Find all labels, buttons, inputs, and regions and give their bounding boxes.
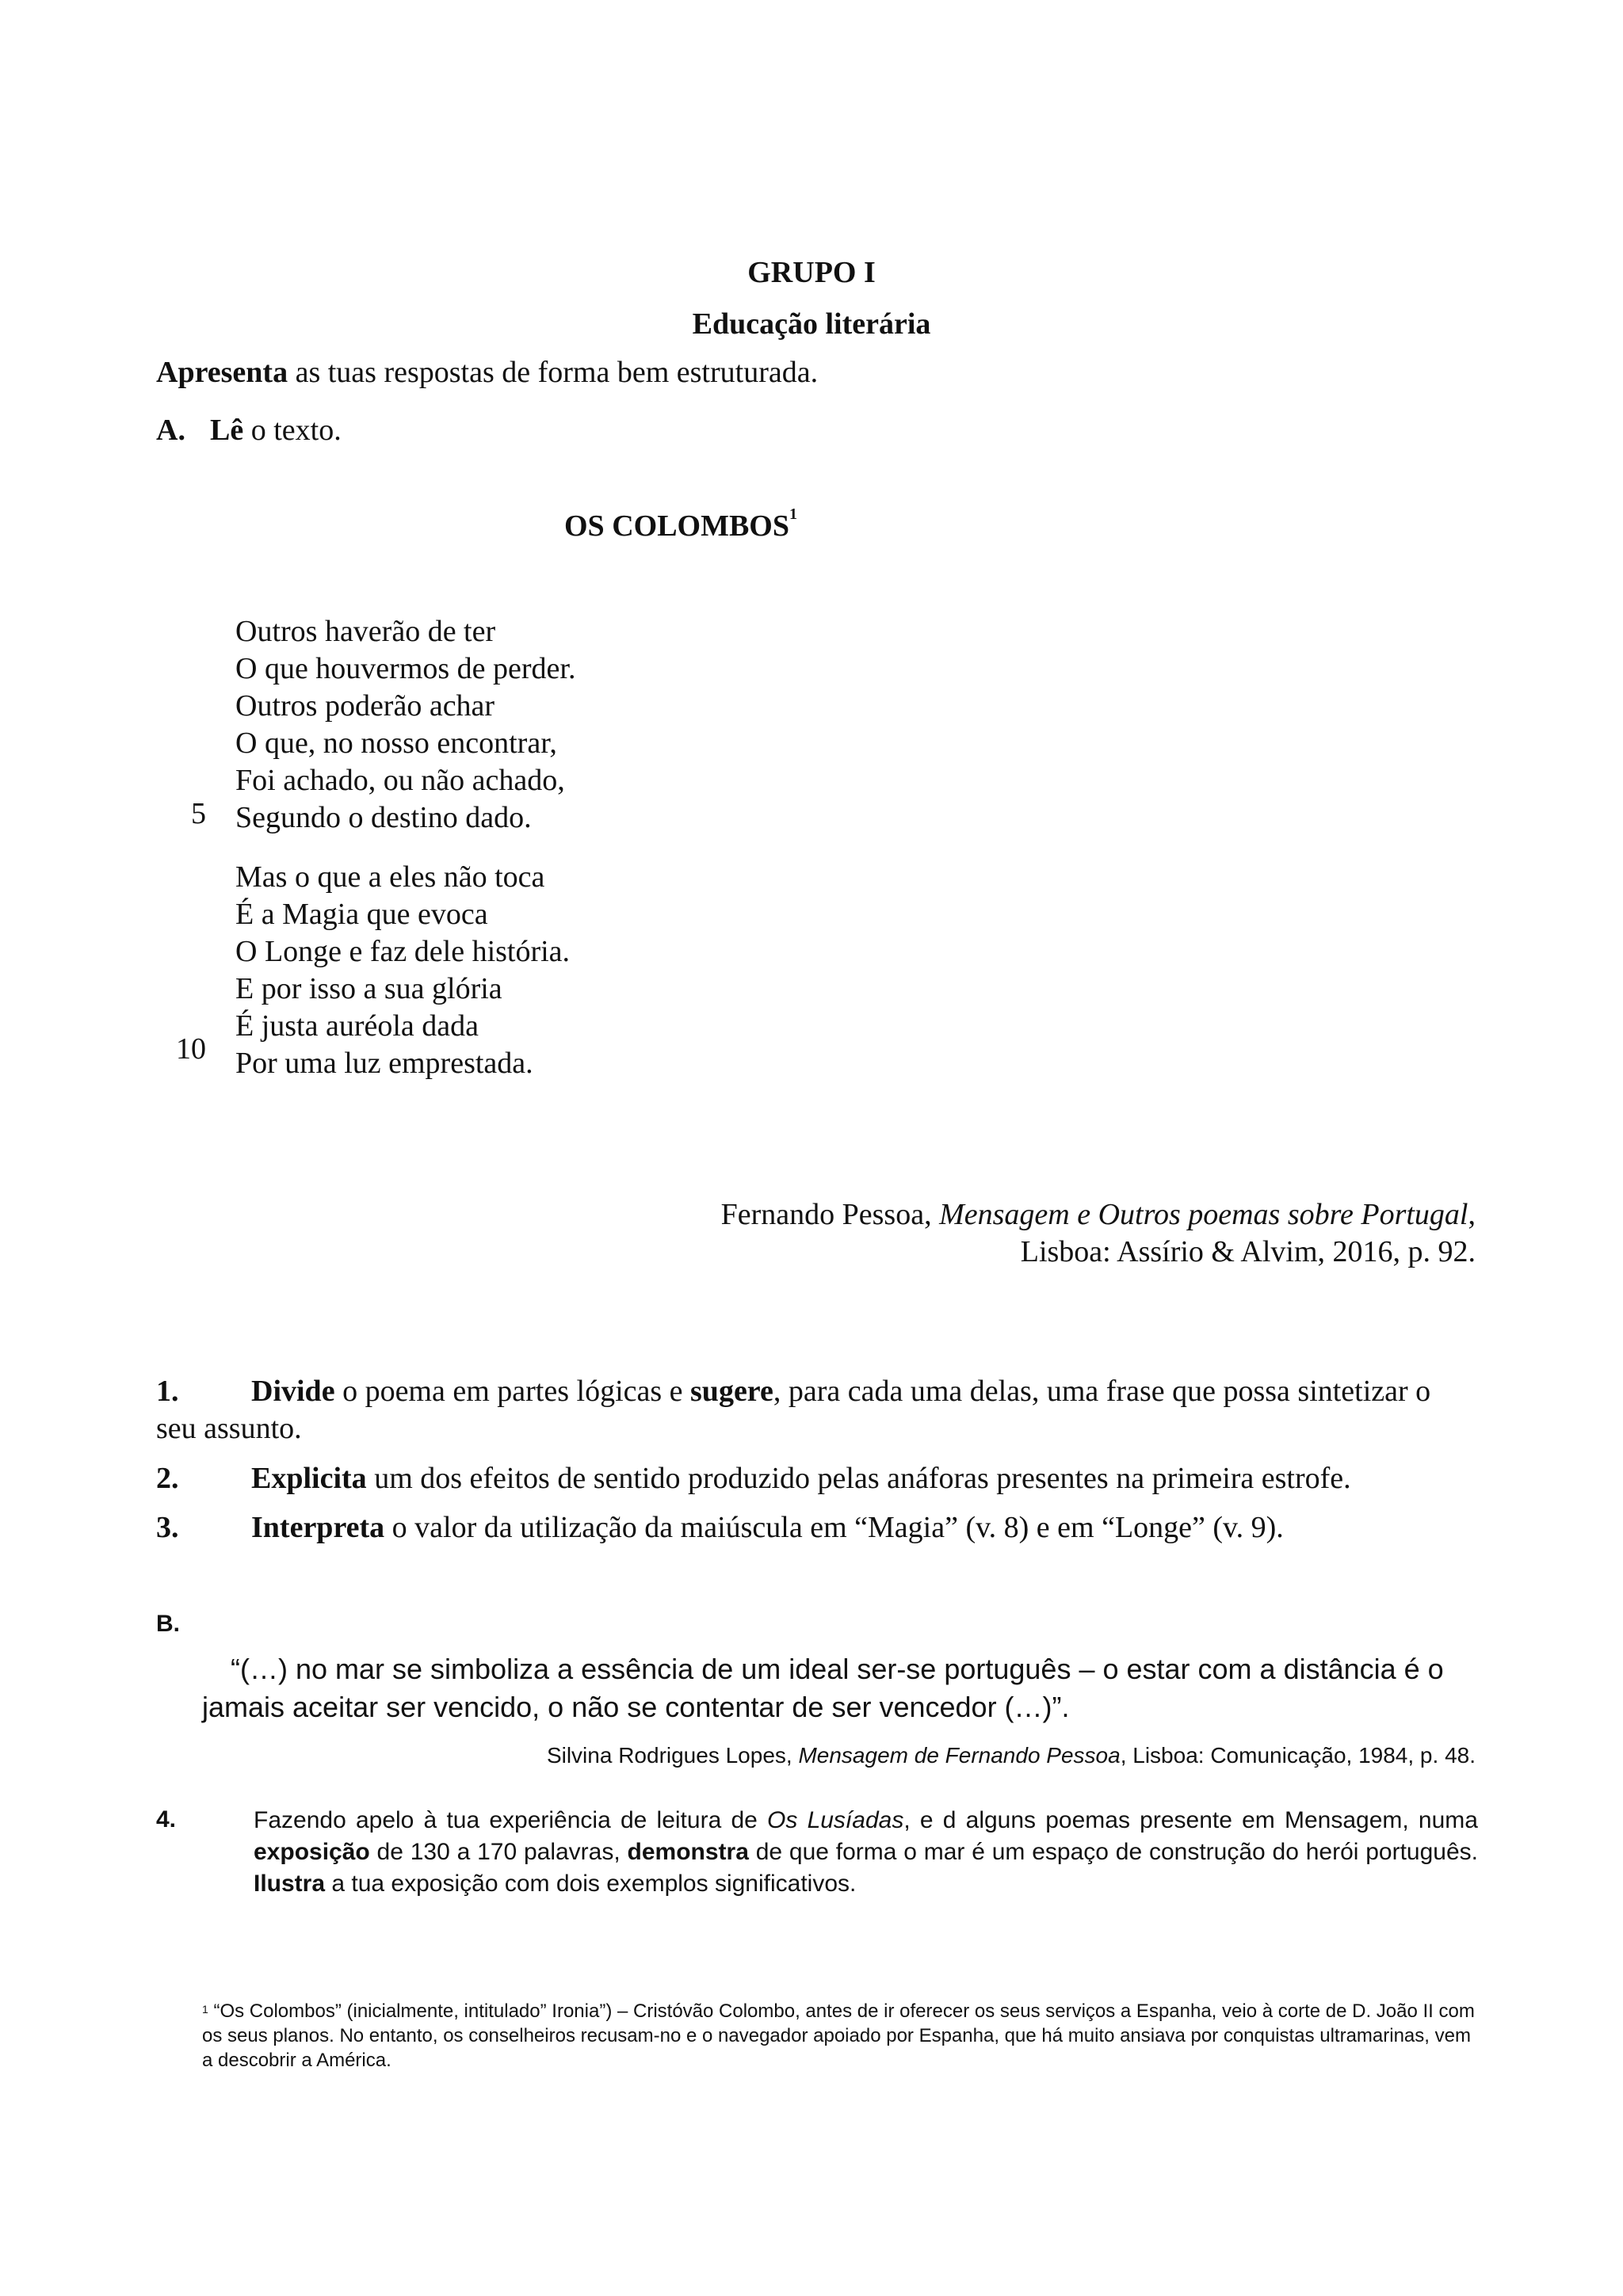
question-verb: sugere (690, 1375, 773, 1408)
footnote (202, 1999, 1478, 2073)
part-b-heading: B. (156, 1611, 180, 1637)
poem-line: Outros poderão achar (235, 689, 495, 723)
footnote-text: “Os Colombos” (inicialmente, intitulado” Ironia”) – Cristóvão Colombo, antes de ir oferecer os seus serviços a Espanha, veio à corte de D. João II com os seus planos. No entanto, os conselheiros recusam-no e o navegador apoiado por Espanha, que há muito ansiava por conquistas ultramarinas, vem a descobrir a América. (202, 2000, 1475, 2071)
poem-stanza-2 (235, 859, 570, 1082)
question-text: Fazendo apelo à tua experiência de leitura de (254, 1807, 768, 1833)
poem-line: O que, no nosso encontrar, (235, 727, 557, 760)
poem-title-text: OS COLOMBOS (564, 509, 789, 543)
question-4-number: 4. (156, 1806, 177, 1833)
part-a-heading (156, 413, 342, 448)
question-number: 2. (156, 1462, 179, 1495)
question-text: um dos efeitos de sentido produzido pelas anáforas presentes na primeira estrofe. (366, 1462, 1351, 1495)
poem-title (564, 505, 797, 543)
question-verb: Divide (251, 1375, 335, 1408)
question-text: o poema em partes lógicas e (334, 1375, 691, 1408)
poem-line: É justa auréola dada (235, 1009, 479, 1043)
poem-stanza-1 (235, 613, 576, 837)
part-a-letter: A. (156, 414, 185, 447)
question-1 (156, 1373, 1476, 1447)
question-text: de que forma o mar é um espaço de construção do herói português. (748, 1839, 1478, 1865)
quote-source-details: , Lisboa: Comunicação, 1984, p. 48. (1120, 1743, 1476, 1768)
poem-line: Foi achado, ou não achado, (235, 764, 565, 797)
question-text: o valor da utilização da maiúscula em “Magia” (v. 8) e em “Longe” (v. 9). (384, 1511, 1284, 1544)
question-3 (156, 1509, 1476, 1547)
question-verb: Explicita (251, 1462, 367, 1495)
question-keyword: exposição (254, 1839, 370, 1865)
poem-line: E por isso a sua glória (235, 972, 502, 1005)
poem-line: Outros haverão de ter (235, 615, 496, 648)
question-text: a tua exposição com dois exemplos significativos. (325, 1871, 857, 1897)
instructions (156, 355, 818, 390)
poem-source (721, 1196, 1476, 1271)
part-a-bold: Lê (210, 414, 244, 447)
poem-line: É a Magia que evoca (235, 898, 488, 931)
instructions-bold: Apresenta (156, 356, 288, 389)
line-number-5: 5 (191, 797, 206, 830)
group-title: GRUPO I (747, 256, 876, 289)
question-text: , e d alguns poemas presente em Mensagem, numa (903, 1807, 1478, 1833)
question-text: , para cada uma delas, uma frase que possa sintetizar o seu assunto. (156, 1375, 1431, 1445)
poem-line: O que houvermos de perder. (235, 652, 576, 685)
question-work-title: Os Lusíadas (767, 1807, 904, 1833)
question-2 (156, 1460, 1476, 1497)
line-number-10: 10 (176, 1032, 206, 1066)
section-title: Educação literária (692, 307, 931, 341)
footnote-mark: 1 (202, 2003, 208, 2016)
poem-line: Mas o que a eles não toca (235, 860, 545, 894)
quote-source (547, 1743, 1476, 1768)
question-text: de 130 a 170 palavras, (369, 1839, 628, 1865)
part-a-text: o texto. (243, 414, 342, 447)
source-author: Fernando Pessoa, (720, 1198, 940, 1231)
poem-line: Segundo o destino dado. (235, 801, 532, 834)
question-number: 1. (156, 1375, 179, 1408)
footnote-reference: 1 (789, 505, 797, 523)
part-b-quote: “(…) no mar se simboliza a essência de um ideal ser-se português – o estar com a distância é o jamais aceitar ser vencido, o não se contentar de ser vencedor (…)”. (202, 1653, 1444, 1723)
source-comma: , (1468, 1198, 1476, 1231)
source-work: Mensagem e Outros poemas sobre Portugal (939, 1198, 1468, 1231)
question-4 (254, 1805, 1478, 1900)
question-number: 3. (156, 1511, 179, 1544)
question-verb: Interpreta (251, 1511, 385, 1544)
source-publisher: Lisboa: Assírio & Alvim, 2016, p. 92. (1020, 1235, 1476, 1268)
source-line-1 (721, 1196, 1476, 1234)
poem-line: Por uma luz emprestada. (235, 1047, 533, 1080)
quote-source-author: Silvina Rodrigues Lopes, (546, 1743, 799, 1768)
instructions-text: as tuas respostas de forma bem estruturada. (288, 356, 819, 389)
quote-source-work: Mensagem de Fernando Pessoa (798, 1743, 1121, 1768)
question-keyword: demonstra (627, 1839, 749, 1865)
question-keyword: Ilustra (254, 1871, 326, 1897)
poem-line: O Longe e faz dele história. (235, 935, 571, 968)
